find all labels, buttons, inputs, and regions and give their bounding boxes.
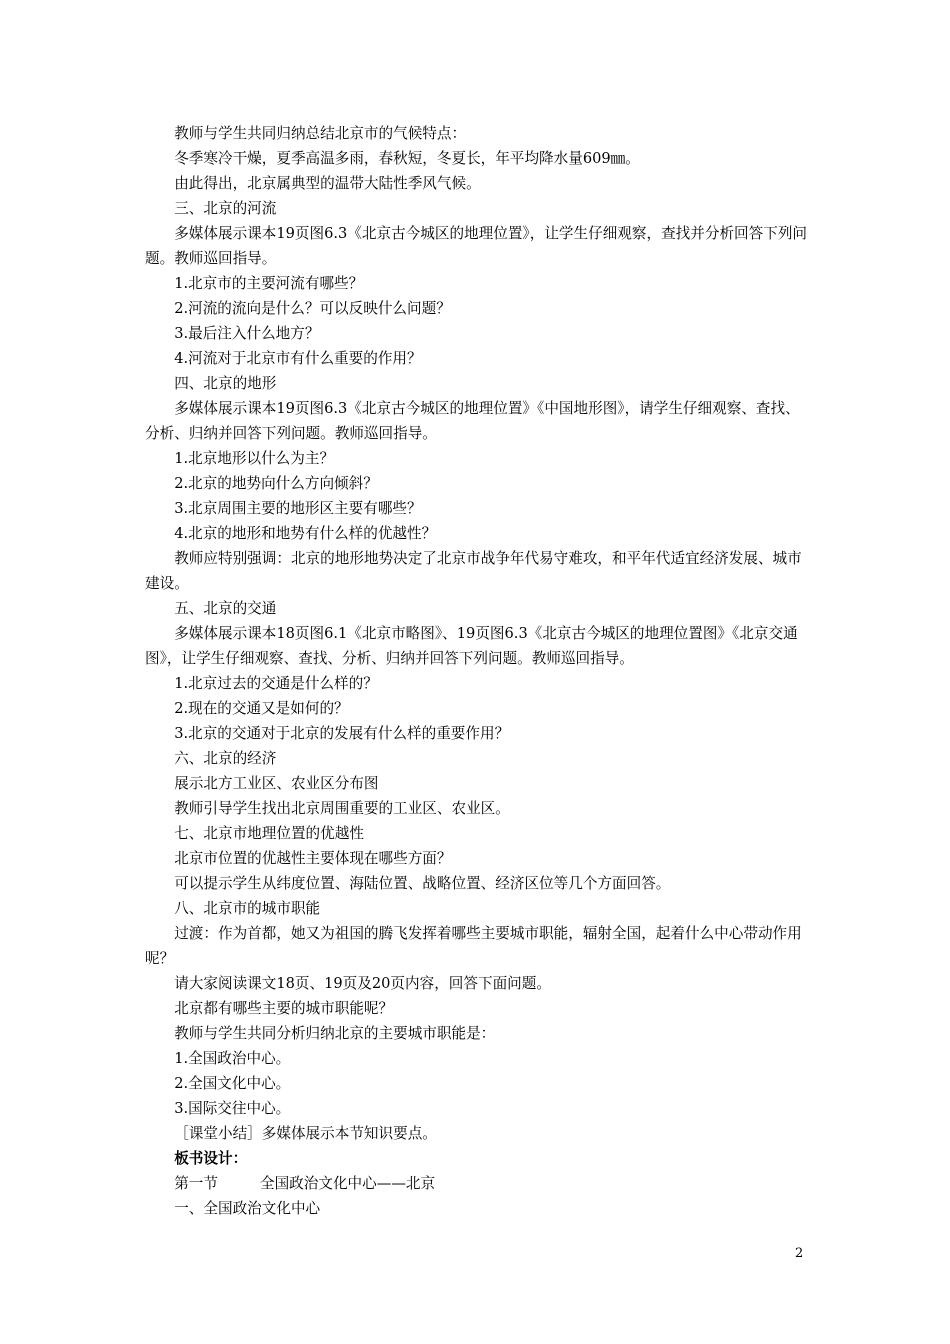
list-item: 4.河流对于北京市有什么重要的作用？ (174, 350, 422, 367)
section-heading: 四、北京的地形 (174, 375, 277, 392)
list-item: 3.最后注入什么地方？ (174, 325, 320, 342)
page-number: 2 (795, 1246, 804, 1261)
list-item: 1.北京过去的交通是什么样的？ (174, 675, 378, 692)
paragraph: 北京市位置的优越性主要体现在哪些方面？ (174, 850, 452, 867)
paragraph: 冬季寒冷干燥，夏季高温多雨，春秋短，冬夏长，年平均降水量609㎜。 (174, 150, 640, 167)
paragraph: 请大家阅读课文18页、19页及20页内容，回答下面问题。 (174, 975, 551, 992)
section-heading: 八、北京市的城市职能 (174, 900, 321, 917)
paragraph: 多媒体展示课本18页图6.1《北京市略图》、19页图6.3《北京古今城区的地理位置图》《北京交通图》，让学生仔细观察、查找、分析、归纳并回答下列问题。教师巡回指导。 (145, 625, 798, 667)
list-item: 2.现在的交通又是如何的？ (174, 700, 349, 717)
list-item: 3.北京周围主要的地形区主要有哪些？ (174, 500, 422, 517)
paragraph: ［课堂小结］多媒体展示本节知识要点。 (174, 1125, 437, 1142)
section-heading: 三、北京的河流 (174, 200, 277, 217)
paragraph: 多媒体展示课本19页图6.3《北京古今城区的地理位置》，让学生仔细观察，查找并分析回答下列问题。教师巡回指导。 (145, 225, 808, 267)
list-item: 1.北京市的主要河流有哪些？ (174, 275, 364, 292)
list-item: 3.国际交往中心。 (174, 1100, 291, 1117)
list-item: 2.河流的流向是什么？可以反映什么问题？ (174, 300, 451, 317)
paragraph: 过渡：作为首都，她又为祖国的腾飞发挥着哪些主要城市职能，辐射全国，起着什么中心带动作用呢？ (145, 925, 802, 967)
list-item: 1.全国政治中心。 (174, 1050, 291, 1067)
paragraph: 展示北方工业区、农业区分布图 (174, 775, 379, 792)
section-title-line (145, 1171, 810, 1196)
paragraph: 北京都有哪些主要的城市职能呢？ (174, 1000, 394, 1017)
paragraph: 教师应特别强调：北京的地形地势决定了北京市战争年代易守难攻，和平年代适宜经济发展、城市建设。 (145, 550, 802, 592)
paragraph: 教师与学生共同归纳总结北京市的气候特点： (174, 125, 467, 142)
list-item: 2.全国文化中心。 (174, 1075, 291, 1092)
list-item: 1.北京地形以什么为主？ (174, 450, 335, 467)
section-heading: 七、北京市地理位置的优越性 (174, 825, 364, 842)
section-heading: 一、全国政治文化中心 (174, 1200, 321, 1217)
list-item: 2.北京的地势向什么方向倾斜？ (174, 475, 378, 492)
paragraph: 教师与学生共同分析归纳北京的主要城市职能是： (174, 1025, 496, 1042)
paragraph: 教师引导学生找出北京周围重要的工业区、农业区。 (174, 800, 510, 817)
section-heading: 六、北京的经济 (174, 750, 277, 767)
section-title: 全国政治文化中心——北京 (259, 1175, 436, 1192)
paragraph: 可以提示学生从纬度位置、海陆位置、战略位置、经济区位等几个方面回答。 (174, 875, 671, 892)
list-item: 4.北京的地形和地势有什么样的优越性？ (174, 525, 437, 542)
paragraph: 由此得出，北京属典型的温带大陆性季风气候。 (174, 175, 481, 192)
section-label: 第一节 (174, 1175, 218, 1192)
section-heading: 五、北京的交通 (174, 600, 277, 617)
document-body (145, 121, 810, 1221)
list-item: 3.北京的交通对于北京的发展有什么样的重要作用？ (174, 725, 510, 742)
paragraph: 多媒体展示课本19页图6.3《北京古今城区的地理位置》《中国地形图》，请学生仔细观察、查找、分析、归纳并回答下列问题。教师巡回指导。 (145, 400, 800, 442)
board-design-heading: 板书设计： (174, 1150, 248, 1167)
